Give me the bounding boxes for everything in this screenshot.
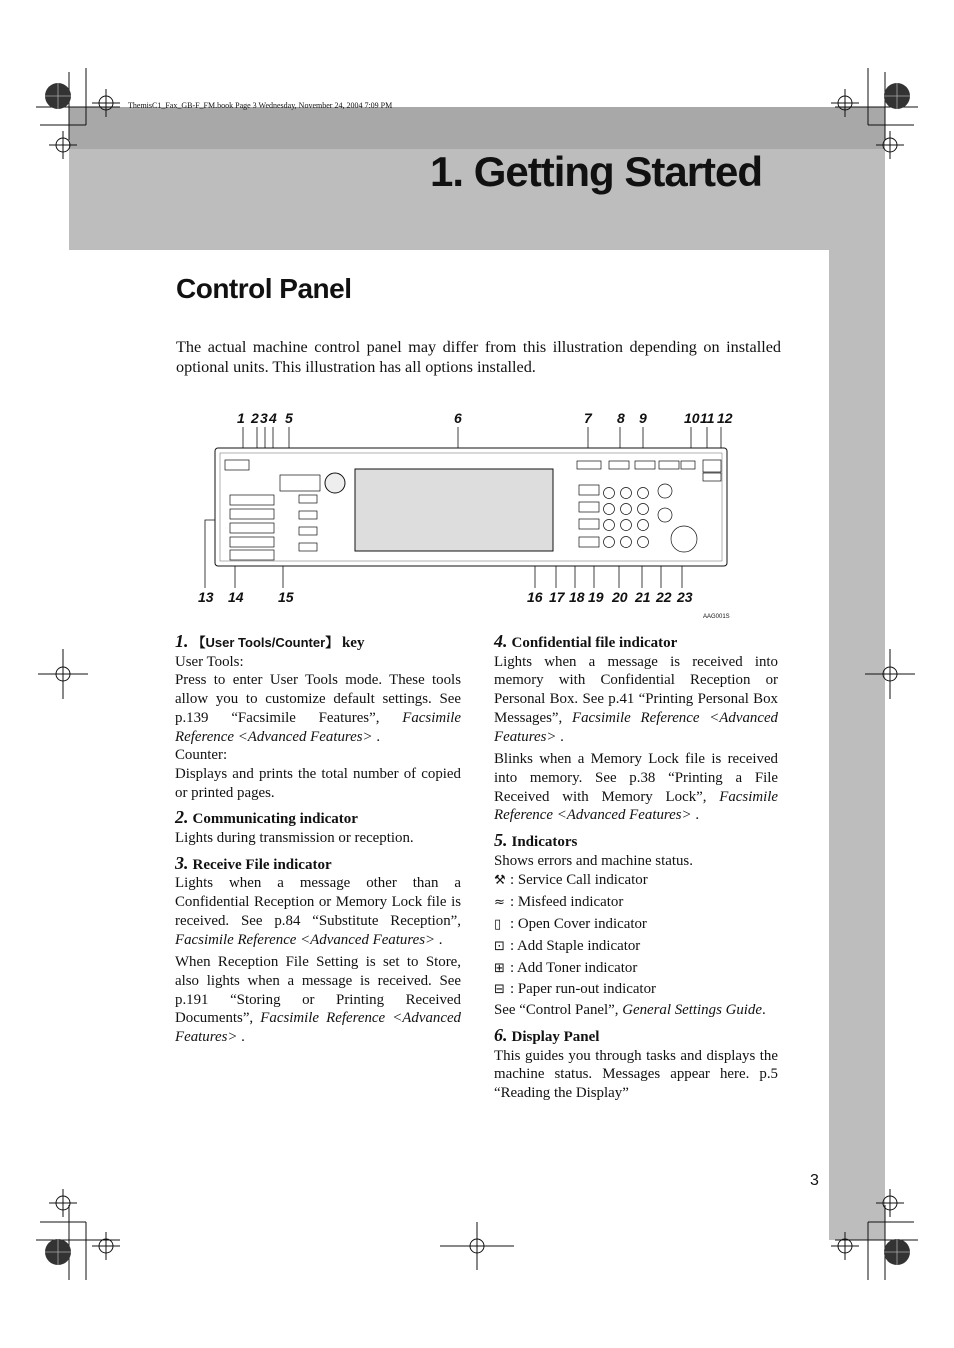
open-cover-icon: ▯ — [494, 917, 502, 933]
item-3-text-2: When Reception File Setting is set to Store, also lights when a message is received. See p.191 “Storing or Printing Received Documents”, Facsimile Reference <Advanced Features> . — [175, 954, 461, 1046]
item-5-text: Shows errors and machine status. — [494, 852, 693, 869]
chapter-title: 1. Getting Started — [430, 148, 763, 195]
callout-1: 1 — [237, 410, 245, 426]
callout-19: 19 — [588, 589, 604, 605]
user-tools-key-label: User Tools/Counter — [205, 635, 326, 650]
item-2-text: Lights during transmission or reception. — [175, 830, 414, 847]
indicator-add-toner: ⊞ : Add Toner indicator — [494, 958, 778, 980]
callout-14: 14 — [228, 589, 244, 605]
item-3-heading: 3. Receive File indicator — [175, 852, 332, 873]
figure-code: AAG001S — [703, 614, 730, 620]
item-4-text-1: Lights when a message is received into memory with Confidential Reception or Personal Box. See p.41 “Printing Personal Box Messages”, Facsimile Reference <Advanced Features> . — [494, 653, 779, 745]
add-toner-icon: ⊞ — [494, 960, 505, 976]
add-staple-icon: ⊡ — [494, 938, 505, 954]
callout-6: 6 — [454, 410, 462, 426]
callout-9: 9 — [639, 410, 647, 426]
callout-4: 4 — [269, 410, 277, 426]
section-title: Control Panel — [176, 273, 352, 304]
item-1-heading: 1. 【User Tools/Counter】 key — [175, 631, 365, 651]
book-file-info: ThemisC1_Fax_GB-F_FM.book Page 3 Wednesday, November 24, 2004 7:09 PM — [128, 101, 393, 110]
item-6-text: This guides you through tasks and displays the machine status. Messages appear here. p.5 “Reading the Display” — [494, 1047, 778, 1102]
item-1-subhead-counter: Counter: — [175, 747, 228, 764]
callout-8: 8 — [617, 410, 625, 426]
callout-7: 7 — [584, 410, 592, 426]
callout-12: 12 — [717, 410, 733, 426]
indicator-service-call: ⚒ : Service Call indicator — [494, 870, 778, 892]
item-5-see-also: See “Control Panel”, General Settings Guide. — [494, 1002, 766, 1019]
indicator-add-staple: ⊡ : Add Staple indicator — [494, 936, 778, 958]
callout-23: 23 — [677, 589, 693, 605]
item-3-text-1: Lights when a message other than a Confidential Reception or Memory Lock file is received. See p.84 “Substitute Reception”, Facsimile Reference <Advanced Features> . — [175, 875, 461, 948]
callout-11: 11 — [700, 410, 715, 426]
callout-16: 16 — [527, 589, 543, 605]
callout-5: 5 — [285, 410, 293, 426]
paper-runout-icon: ⊟ — [494, 982, 505, 998]
item-5-heading: 5. Indicators — [494, 830, 578, 851]
item-6-heading: 6. Display Panel — [494, 1024, 600, 1045]
callout-21: 21 — [635, 589, 651, 605]
indicator-misfeed: ≈ : Misfeed indicator — [494, 892, 778, 914]
page-number: 3 — [810, 1172, 819, 1189]
item-4-heading: 4. Confidential file indicator — [494, 631, 678, 651]
callout-22: 22 — [656, 589, 672, 605]
callout-3: 3 — [260, 410, 268, 426]
item-1-text-2: Displays and prints the total number of copied or printed pages. — [175, 765, 461, 801]
left-column — [175, 632, 461, 1047]
misfeed-icon: ≈ — [494, 895, 505, 911]
callout-10: 10 — [684, 410, 700, 426]
right-column — [494, 632, 778, 1103]
callout-18: 18 — [569, 589, 585, 605]
callout-17: 17 — [549, 589, 565, 605]
callout-2: 2 — [251, 410, 259, 426]
indicator-open-cover: ▯ : Open Cover indicator — [494, 914, 778, 936]
control-panel-illustration — [195, 405, 755, 625]
item-1-subhead-user-tools: User Tools: — [175, 653, 244, 670]
callout-20: 20 — [612, 589, 628, 605]
item-2-heading: 2. Communicating indicator — [175, 807, 358, 828]
intro-paragraph: The actual machine control panel may differ from this illustration depending on installed optional units. This illustration has all options installed. — [176, 338, 781, 376]
indicator-paper-runout: ⊟ : Paper run-out indicator — [494, 979, 778, 1001]
item-1-text-1: Press to enter User Tools mode. These tools allow you to customize default settings. See p.139 “Facsimile Features”, Facsimile Reference <Advanced Features> . — [175, 672, 461, 745]
callout-15: 15 — [278, 589, 294, 605]
item-4-text-2: Blinks when a Memory Lock file is received into memory. See p.38 “Printing a File Received with Memory Lock”, Facsimile Reference <Advanced Features> . — [494, 751, 778, 824]
callout-13: 13 — [198, 589, 214, 605]
service-call-icon: ⚒ — [494, 873, 506, 889]
